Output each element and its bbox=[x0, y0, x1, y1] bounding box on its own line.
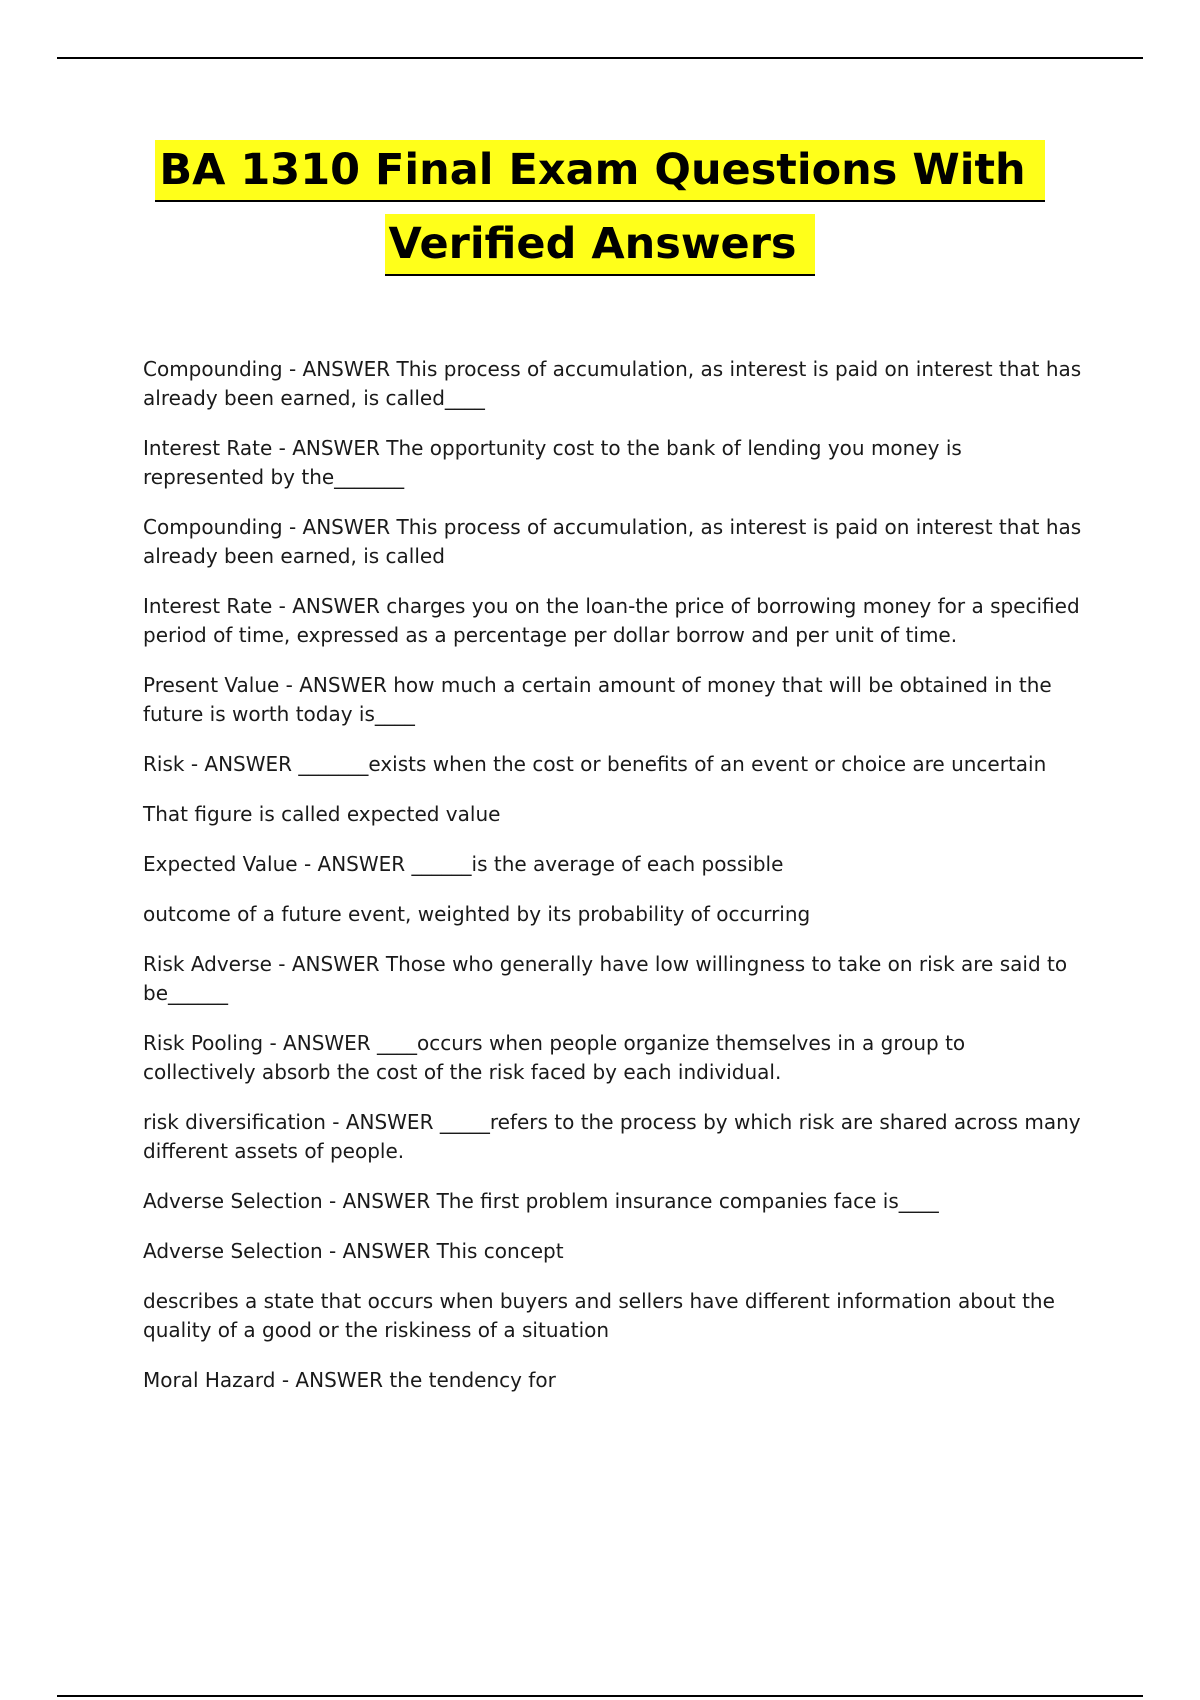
qa-paragraph: Risk Adverse - ANSWER Those who generally have low willingness to take on risk are said to be______ bbox=[143, 952, 1074, 1005]
qa-paragraph: Moral Hazard - ANSWER the tendency for bbox=[143, 1368, 556, 1392]
title-line-1: BA 1310 Final Exam Questions With bbox=[155, 140, 1044, 202]
qa-paragraph: That figure is called expected value bbox=[143, 802, 501, 826]
qa-list bbox=[143, 355, 1088, 1416]
qa-paragraph: Compounding - ANSWER This process of accumulation, as interest is paid on interest that has already been earned, is called bbox=[143, 515, 1088, 568]
qa-paragraph: Interest Rate - ANSWER The opportunity cost to the bank of lending you money is represented by the_______ bbox=[143, 436, 969, 489]
qa-paragraph: Adverse Selection - ANSWER The first problem insurance companies face is____ bbox=[143, 1189, 939, 1213]
qa-paragraph: Compounding - ANSWER This process of accumulation, as interest is paid on interest that has already been earned, is called____ bbox=[143, 357, 1088, 410]
document-title bbox=[0, 140, 1200, 276]
title-line-2: Verified Answers bbox=[385, 214, 816, 276]
bottom-rule bbox=[57, 1695, 1143, 1697]
qa-paragraph: describes a state that occurs when buyers and sellers have different information about the quality of a good or the riskiness of a situation bbox=[143, 1289, 1062, 1342]
qa-paragraph: outcome of a future event, weighted by its probability of occurring bbox=[143, 902, 811, 926]
qa-paragraph: risk diversification - ANSWER _____refers to the process by which risk are shared across many different assets of people. bbox=[143, 1110, 1088, 1163]
qa-paragraph: Interest Rate - ANSWER charges you on the loan-the price of borrowing money for a specified period of time, expressed as a percentage per dollar borrow and per unit of time. bbox=[143, 594, 1086, 647]
qa-paragraph: Present Value - ANSWER how much a certain amount of money that will be obtained in the future is worth today is____ bbox=[143, 673, 1059, 726]
qa-paragraph: Risk - ANSWER _______exists when the cost or benefits of an event or choice are uncertain bbox=[143, 752, 1047, 776]
qa-paragraph: Risk Pooling - ANSWER ____occurs when people organize themselves in a group to collectively absorb the cost of the risk faced by each individual. bbox=[143, 1031, 972, 1084]
qa-paragraph: Adverse Selection - ANSWER This concept bbox=[143, 1239, 564, 1263]
qa-paragraph: Expected Value - ANSWER ______is the average of each possible bbox=[143, 852, 784, 876]
top-rule bbox=[57, 57, 1143, 59]
